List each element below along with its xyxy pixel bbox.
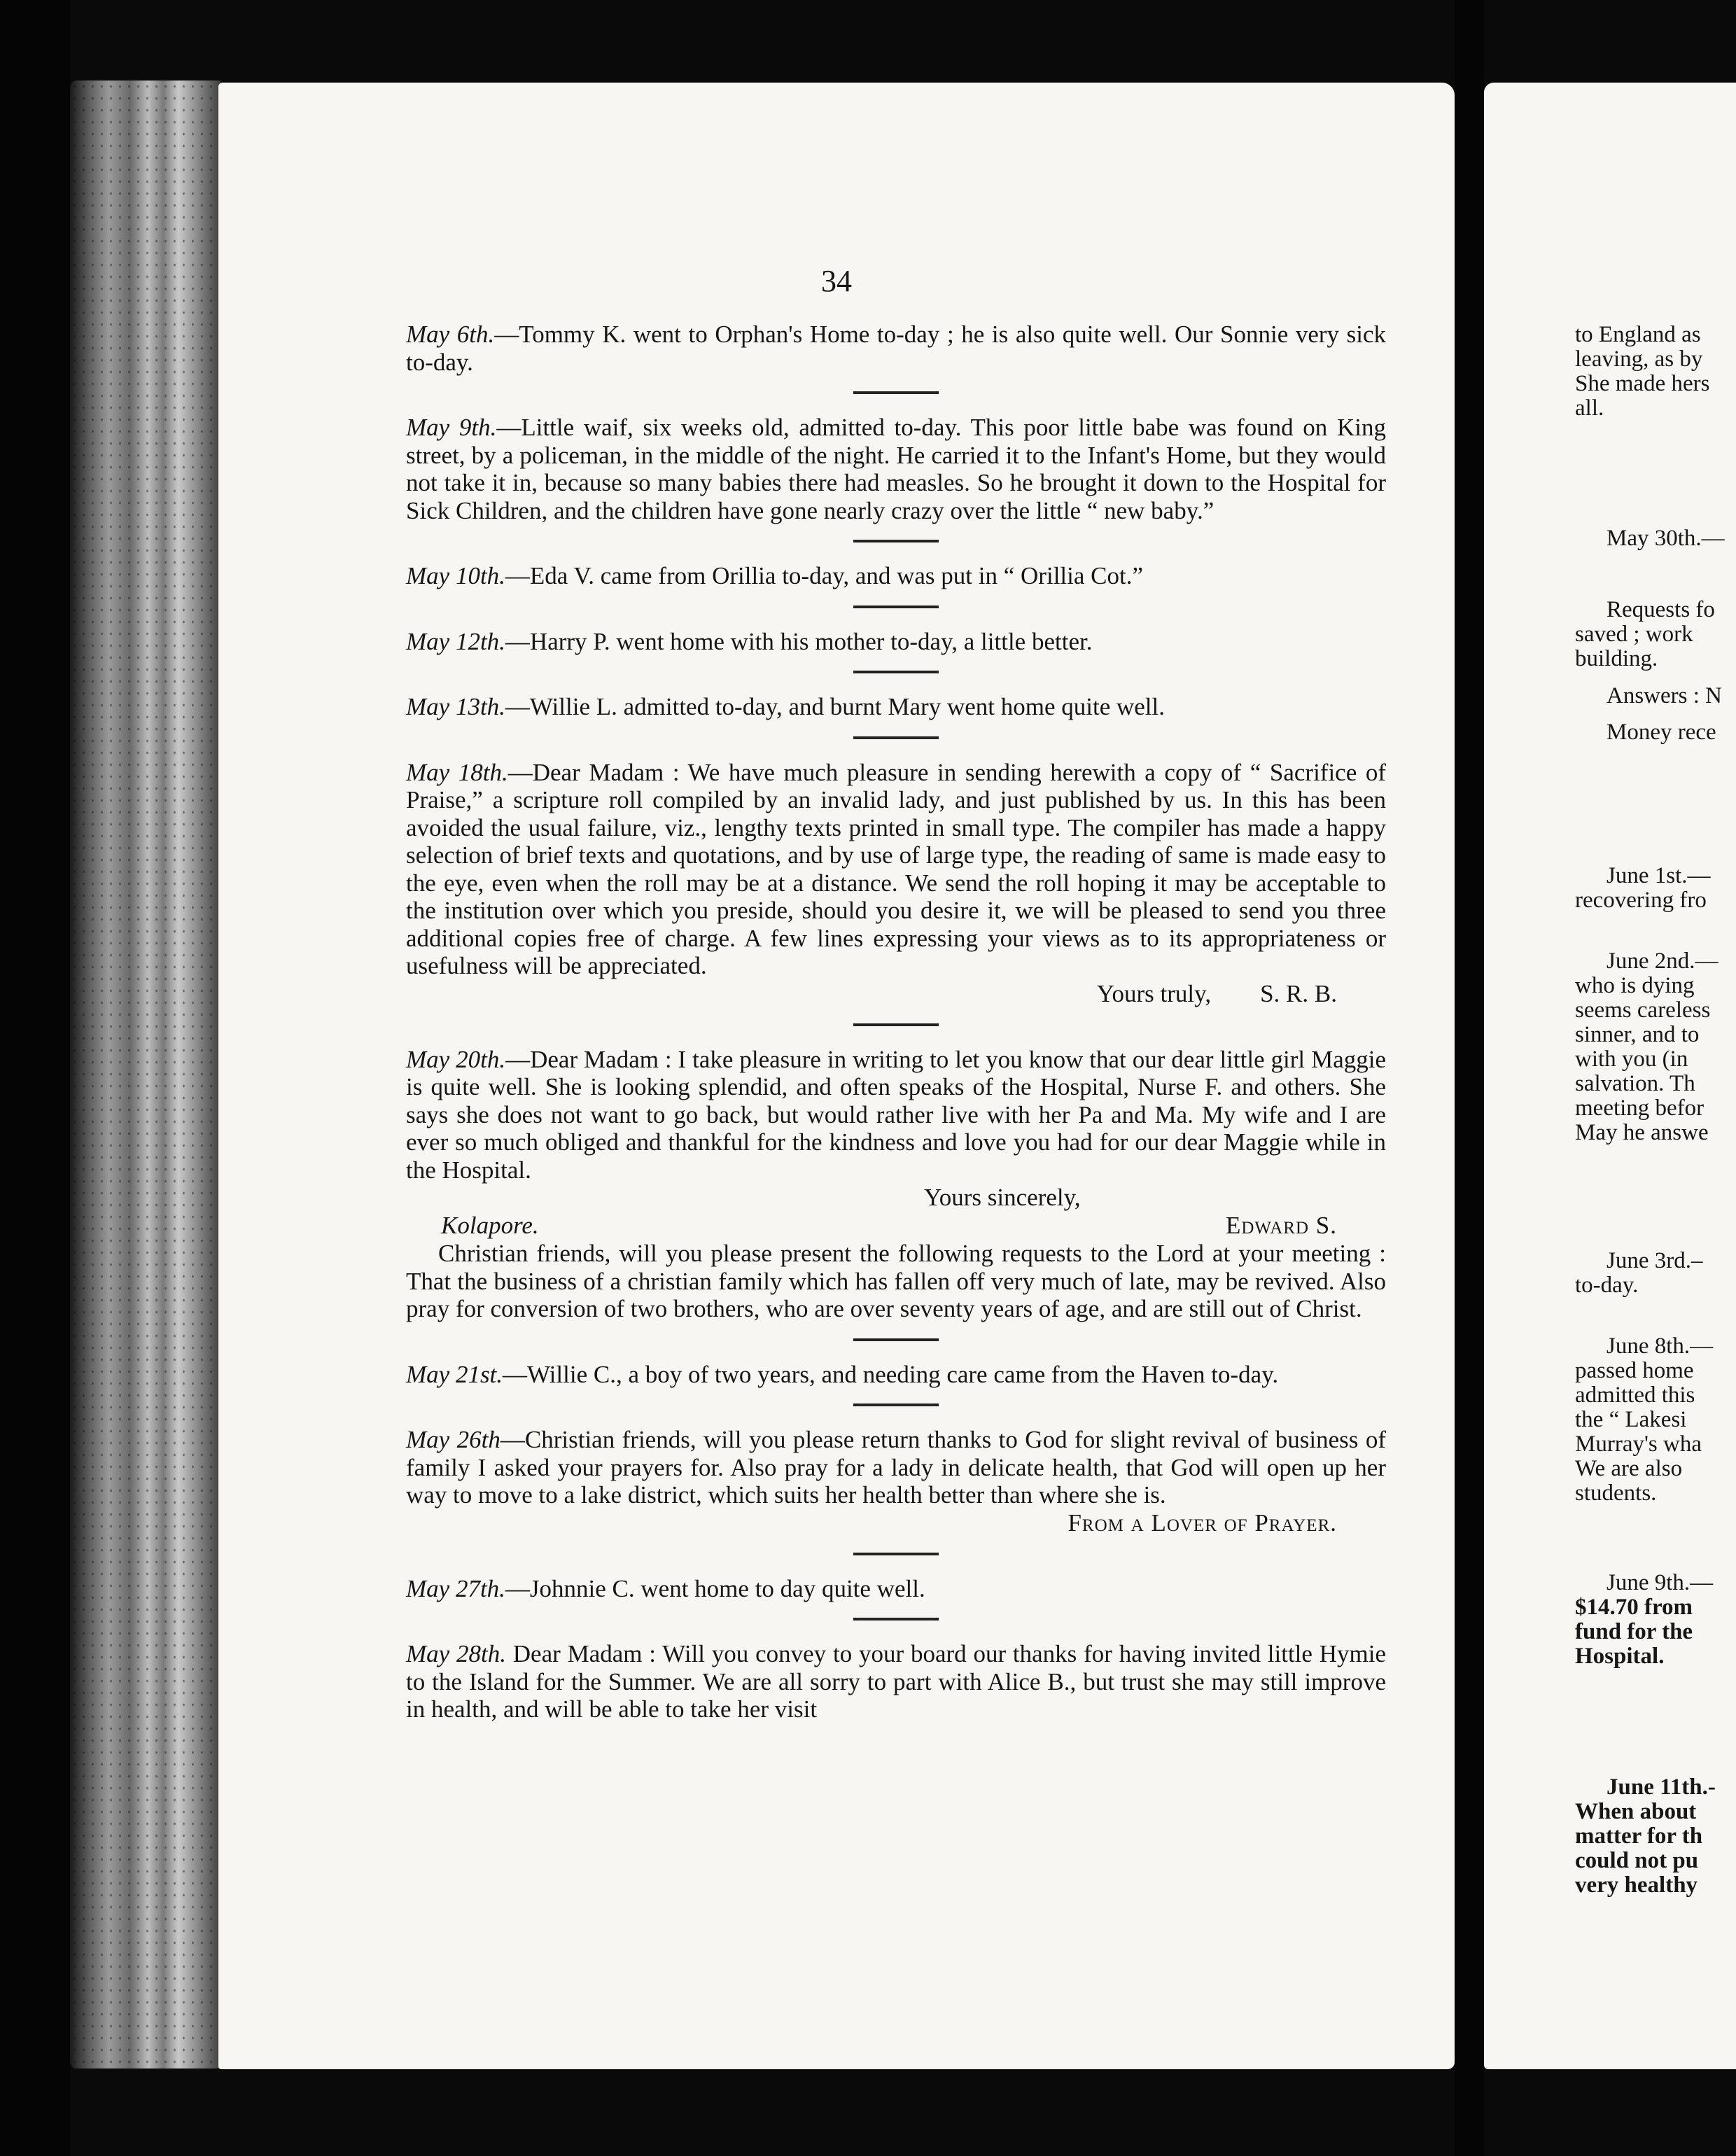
- letter-closing: Yours truly, S. R. B.: [1096, 979, 1337, 1007]
- entry-date: May 18th.: [406, 758, 508, 786]
- entry-text: —Harry P. went home with his mother to-day, a little better.: [505, 627, 1093, 655]
- entry-date: May 20th.: [406, 1045, 506, 1073]
- entry-may-28: [406, 1640, 1386, 1723]
- entry-date: May 10th.: [406, 562, 505, 589]
- right-line: students.: [1575, 1480, 1657, 1506]
- right-line: leaving, as by: [1575, 346, 1703, 372]
- right-line: the “ Lakesi: [1575, 1407, 1687, 1432]
- entry-text: —Christian friends, will you please return thanks to God for slight revival of business of family I asked your prayers for. Also pray for a lady in delicate health, that God will open up her way to move to a lake district, which suits her health better than where she is.: [406, 1426, 1386, 1508]
- right-line: building.: [1575, 646, 1658, 671]
- right-line: admitted this: [1575, 1382, 1695, 1408]
- right-line: could not pu: [1575, 1848, 1699, 1873]
- letter-signature: S. R. B.: [1260, 979, 1337, 1007]
- separator: [406, 524, 1386, 562]
- entry-text: —Tommy K. went to Orphan's Home to-day ; he is also quite well. Our Sonnie very sick to-day.: [406, 321, 1386, 376]
- right-line: to England as: [1575, 322, 1701, 347]
- entry-text: —Eda V. came from Orillia to-day, and was put in “ Orillia Cot.”: [505, 562, 1143, 589]
- right-line: $14.70 from: [1575, 1595, 1693, 1620]
- page-number: 34: [821, 264, 852, 298]
- right-date: June 9th.—: [1606, 1570, 1714, 1595]
- right-line: saved ; work: [1575, 622, 1693, 647]
- right-date: June 2nd.—: [1606, 948, 1718, 974]
- right-line: recovering fro: [1575, 888, 1707, 913]
- letter-closing: Yours sincerely,: [924, 1184, 1081, 1211]
- separator: [406, 1008, 1386, 1046]
- background-edge: [0, 0, 70, 2156]
- right-line: May he answe: [1575, 1120, 1709, 1145]
- separator: [406, 590, 1386, 628]
- entry-text: —Willie L. admitted to-day, and burnt Mary went home quite well.: [505, 693, 1165, 720]
- right-line: Requests fo: [1606, 597, 1715, 622]
- letter-place: Kolapore.: [441, 1212, 539, 1239]
- entry-text: —Johnnie C. went home to day quite well.: [505, 1574, 925, 1602]
- right-line: to-day.: [1575, 1273, 1639, 1298]
- separator: [406, 1323, 1386, 1361]
- journal-entries: [406, 321, 1386, 1723]
- entry-date: May 26th: [406, 1426, 500, 1453]
- entry-date: May 28th.: [406, 1640, 506, 1667]
- letter-signature: Edward S.: [1225, 1212, 1337, 1239]
- entry-date: May 9th.: [406, 414, 497, 441]
- right-line: meeting befor: [1575, 1096, 1704, 1121]
- right-date: June 8th.—: [1606, 1334, 1714, 1359]
- entry-may-6: [406, 321, 1386, 376]
- right-line: Murray's wha: [1575, 1432, 1702, 1457]
- right-line: When about: [1575, 1799, 1697, 1824]
- right-line: passed home: [1575, 1358, 1694, 1383]
- entry-date: May 12th.: [406, 627, 505, 655]
- separator: [406, 655, 1386, 693]
- entry-text: Dear Madam : Will you convey to your board our thanks for having invited little Hymie to the Island for the Summer. We are all sorry to part with Alice B., but trust she may still improve in health, and will be able to take her visit: [406, 1640, 1386, 1723]
- right-line: matter for th: [1575, 1823, 1703, 1849]
- entry-date: May 6th.: [406, 321, 495, 348]
- letter-signature-row: [406, 1212, 1386, 1240]
- right-line: salvation. Th: [1575, 1071, 1695, 1096]
- prayer-request: Christian friends, will you please present the following requests to the Lord at your meeting : That the business of a christian family which has fallen off very much of late, may be revived. Also pray for conversion of two brothers, who are over seventy years of age, and are still out of Christ.: [406, 1240, 1386, 1322]
- spine-gap: [1455, 0, 1484, 2156]
- right-line: who is dying: [1575, 973, 1695, 998]
- right-line: very healthy: [1575, 1872, 1698, 1898]
- entry-may-20: [406, 1046, 1386, 1184]
- right-page-fragment: [1484, 83, 1736, 2069]
- right-line: Hospital.: [1575, 1644, 1665, 1669]
- entry-may-21: [406, 1361, 1386, 1389]
- entry-may-13: [406, 693, 1386, 721]
- right-line: with you (in: [1575, 1046, 1688, 1072]
- right-date: May 30th.—: [1606, 526, 1725, 551]
- separator: [406, 1537, 1386, 1575]
- right-line: She made hers: [1575, 371, 1710, 396]
- entry-text: —Dear Madam : We have much pleasure in sending herewith a copy of “ Sacrifice of Praise,” a scripture roll compiled by an invalid lady, and just published by us. In this has been avoided the usual failure, viz., lengthy texts printed in small type. The compiler has made a happy selection of brief texts and quotations, and by use of large type, the reading of same is made easy to the eye, even when the roll may be at a distance. We send the roll hoping it may be acceptable to the institution over which you preside, should you desire it, we will be pleased to send you three additional copies free of charge. A few lines expressing your views as to its appropriateness or usefulness will be appreciated.: [406, 758, 1386, 979]
- entry-may-18: [406, 759, 1386, 980]
- right-line: Answers : N: [1606, 683, 1722, 708]
- right-line: We are also: [1575, 1456, 1683, 1481]
- separator: [406, 376, 1386, 414]
- right-line: sinner, and to: [1575, 1022, 1700, 1047]
- right-date: June 3rd.–: [1606, 1248, 1703, 1273]
- right-line: seems careless: [1575, 997, 1711, 1023]
- book-binding-gutter: [70, 80, 220, 2068]
- right-line: Money rece: [1606, 720, 1716, 745]
- entry-text: —Willie C., a boy of two years, and needing care came from the Haven to-day.: [503, 1360, 1279, 1388]
- entry-date: May 21st.: [406, 1360, 503, 1388]
- entry-may-26: [406, 1426, 1386, 1509]
- separator: [406, 1388, 1386, 1426]
- entry-date: May 27th.: [406, 1574, 505, 1602]
- right-line: all.: [1575, 396, 1604, 421]
- entry-may-27: [406, 1575, 1386, 1603]
- right-line: fund for the: [1575, 1619, 1693, 1644]
- entry-may-10: [406, 562, 1386, 590]
- entry-may-12: [406, 628, 1386, 656]
- separator: [406, 721, 1386, 759]
- separator: [406, 1602, 1386, 1640]
- right-date: June 11th.-: [1606, 1774, 1716, 1800]
- letter-signature: From a Lover of Prayer.: [1068, 1508, 1337, 1536]
- entry-text: —Little waif, six weeks old, admitted to-day. This poor little babe was found on King street, by a policeman, in the middle of the night. He carried it to the Infant's Home, but they would not take it in, because so many babies there had measles. So he brought it down to the Hospital for Sick Children, and the children have gone nearly crazy over the little “ new baby.”: [406, 414, 1386, 524]
- left-page: [218, 83, 1455, 2069]
- entry-may-9: [406, 414, 1386, 524]
- right-date: June 1st.—: [1606, 863, 1711, 888]
- entry-date: May 13th.: [406, 693, 505, 720]
- entry-text: —Dear Madam : I take pleasure in writing to let you know that our dear little girl Maggie is quite well. She is looking splendid, and often speaks of the Hospital, Nurse F. and others. She says she does not want to go back, but would rather live with her Pa and Ma. My wife and I are ever so much obliged and thankful for the kindness and love you had for our dear Maggie while in the Hospital.: [406, 1045, 1386, 1184]
